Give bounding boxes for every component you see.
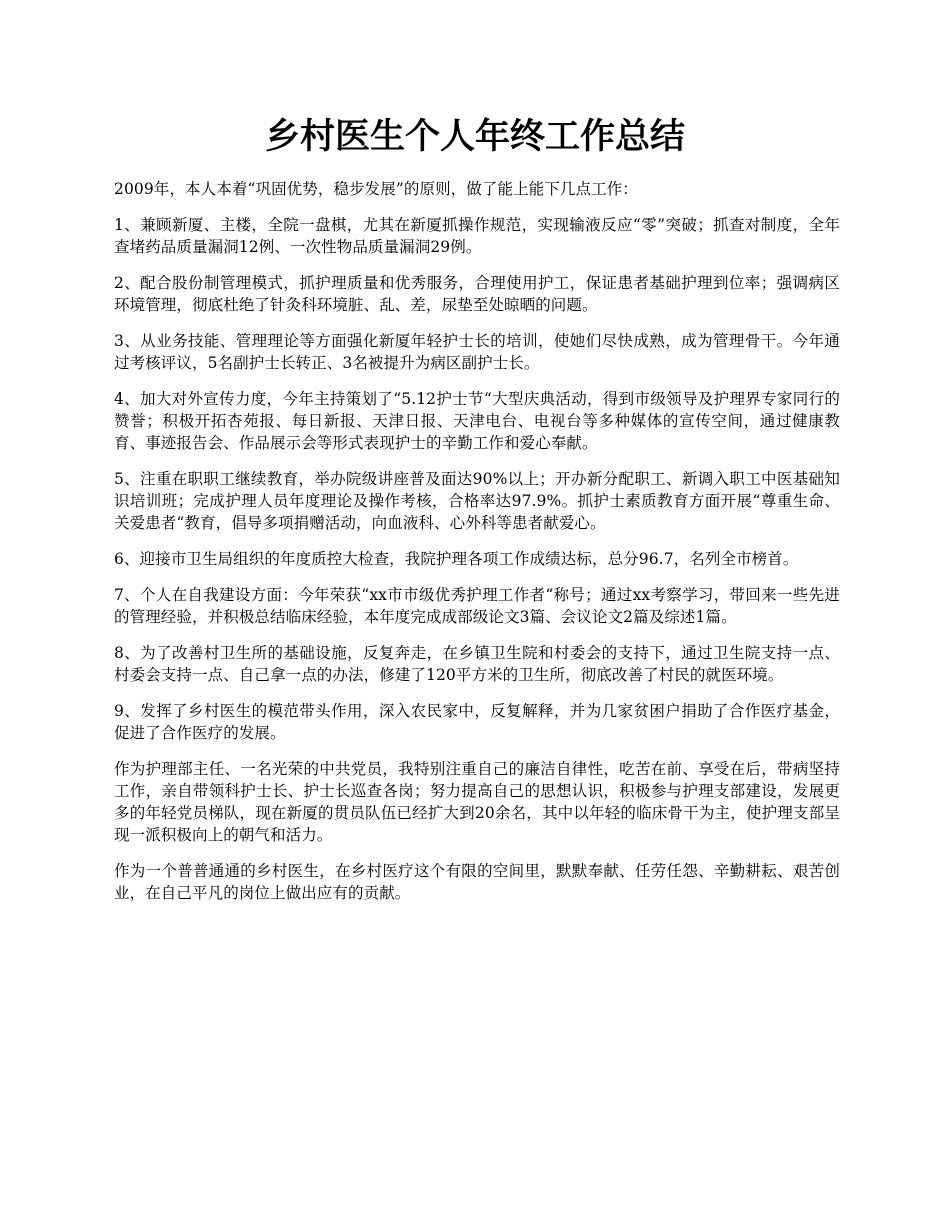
item-paragraph-4: 4、加大对外宣传力度，今年主持策划了“5.12护士节“大型庆典活动，得到市级领导及护理界专家同行的赞誉；积极开拓杏苑报、每日新报、天津日报、天津电台、电视台等多种媒体的宣传空间，通过健康教育、事迹报告会、作品展示会等形式表现护士的辛勤工作和爱心奉献。 (114, 390, 840, 452)
item-paragraph-8: 8、为了改善村卫生所的基础设施，反复奔走，在乡镇卫生院和村委会的支持下，通过卫生院支持一点、村委会支持一点、自己拿一点的办法，修建了120平方米的卫生所，彻底改善了村民的就医环境。 (114, 644, 840, 684)
item-paragraph-9: 9、发挥了乡村医生的模范带头作用，深入农民家中，反复解释，并为几家贫困户捐助了合作医疗基金，促进了合作医疗的发展。 (114, 702, 840, 742)
item-paragraph-7: 7、个人在自我建设方面：今年荣获“xx市市级优秀护理工作者“称号；通过xx考察学习，带回来一些先进的管理经验，并积极总结临床经验，本年度完成成部级论文3篇、会议论文2篇及综述1篇。 (114, 586, 840, 626)
document-body (114, 178, 840, 918)
party-member-paragraph: 作为护理部主任、一名光荣的中共党员，我特别注重自己的廉洁自律性，吃苦在前、享受在后，带病坚持工作，亲自带领科护士长、护士长巡查各岗；努力提高自己的思想认识，积极参与护理支部建设，发展更多的年轻党员梯队，现在新厦的贯员队伍已经扩大到20余名，其中以年轻的临床骨干为主，使护理支部呈现一派积极向上的朝气和活力。 (114, 760, 840, 844)
closing-paragraph: 作为一个普普通通的乡村医生，在乡村医疗这个有限的空间里，默默奉献、任劳任怨、辛勤耕耘、艰苦创业，在自己平凡的岗位上做出应有的贡献。 (114, 862, 840, 902)
intro-paragraph: 2009年，本人本着“巩固优势，稳步发展”的原则，做了能上能下几点工作： (114, 180, 638, 198)
item-paragraph-2: 2、配合股份制管理模式，抓护理质量和优秀服务，合理使用护工，保证患者基础护理到位率；强调病区环境管理，彻底杜绝了针灸科环境脏、乱、差，尿垫至处晾晒的问题。 (114, 274, 840, 314)
item-paragraph-6: 6、迎接市卫生局组织的年度质控大检查，我院护理各项工作成绩达标，总分96.7，名列全市榜首。 (114, 550, 799, 568)
item-paragraph-3: 3、从业务技能、管理理论等方面强化新厦年轻护士长的培训，使她们尽快成熟，成为管理骨干。今年通过考核评议，5名副护士长转正、3名被提升为病区副护士长。 (114, 332, 840, 372)
item-paragraph-1: 1、兼顾新厦、主楼，全院一盘棋，尤其在新厦抓操作规范，实现输液反应“零”突破；抓查对制度，全年查堵药品质量漏洞12例、一次性物品质量漏洞29例。 (114, 216, 840, 256)
document-title: 乡村医生个人年终工作总结 (264, 116, 685, 157)
item-paragraph-5: 5、注重在职职工继续教育，举办院级讲座普及面达90%以上；开办新分配职工、新调入职工中医基础知识培训班；完成护理人员年度理论及操作考核，合格率达97.9%。抓护士素质教育方面开展“尊重生命、关爱患者“教育，倡导多项捐赠活动，向血液科、心外科等患者献爱心。 (114, 470, 840, 532)
